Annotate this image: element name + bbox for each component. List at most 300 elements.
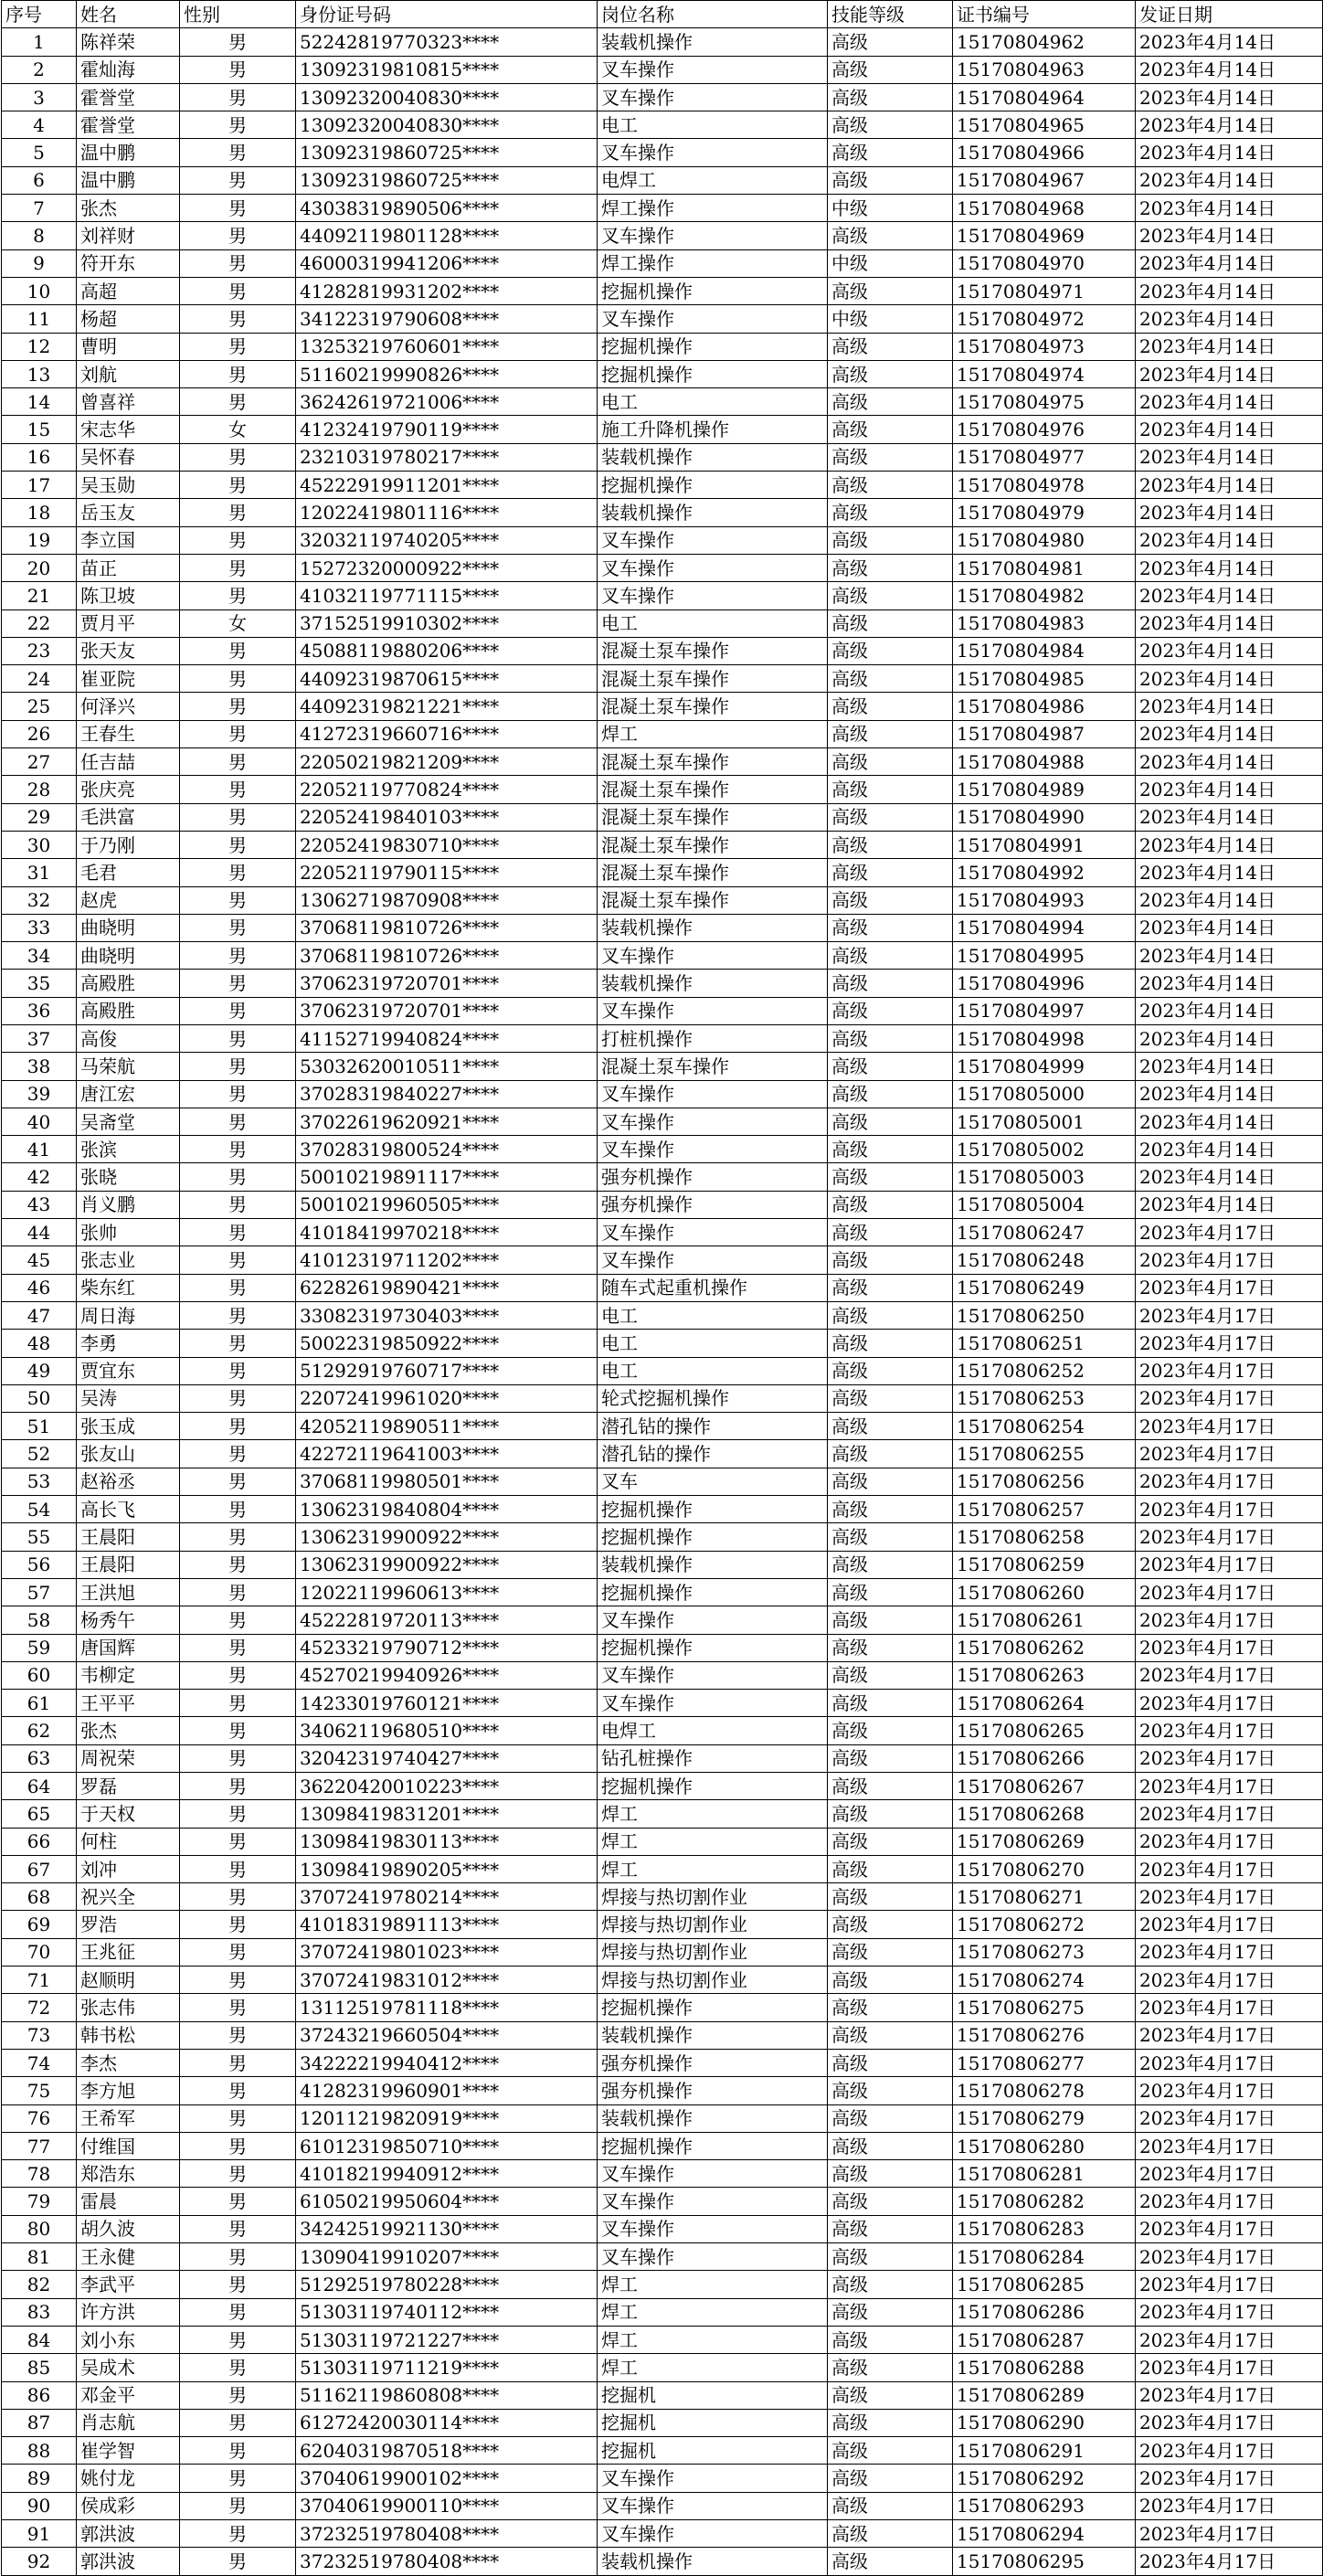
cell-post: 叉车操作 bbox=[598, 2188, 828, 2215]
cell-id-number: 41282319960901**** bbox=[296, 2077, 598, 2104]
cell-name: 李武平 bbox=[77, 2271, 180, 2298]
cell-seq: 81 bbox=[2, 2243, 77, 2271]
cell-seq: 26 bbox=[2, 720, 77, 747]
cell-seq: 9 bbox=[2, 249, 77, 277]
cell-name: 陈卫坡 bbox=[77, 582, 180, 610]
cell-cert-number: 15170806281 bbox=[953, 2160, 1136, 2188]
cell-skill-level: 中级 bbox=[828, 305, 953, 333]
cell-name: 郭洪波 bbox=[77, 2548, 180, 2575]
cell-gender: 男 bbox=[180, 2049, 296, 2076]
cell-name: 周祝荣 bbox=[77, 1744, 180, 1772]
table-row bbox=[2, 2132, 1323, 2159]
table-row bbox=[2, 1606, 1323, 1634]
table-row bbox=[2, 554, 1323, 581]
cell-name: 张志业 bbox=[77, 1246, 180, 1274]
cell-seq: 4 bbox=[2, 111, 77, 139]
cell-name: 霍誉堂 bbox=[77, 111, 180, 139]
cell-id-number: 22050219821209**** bbox=[296, 748, 598, 776]
cell-skill-level: 高级 bbox=[828, 1136, 953, 1163]
cell-seq: 53 bbox=[2, 1468, 77, 1495]
cell-name: 宋志华 bbox=[77, 416, 180, 443]
cell-skill-level: 高级 bbox=[828, 720, 953, 747]
cell-name: 张滨 bbox=[77, 1136, 180, 1163]
cell-seq: 90 bbox=[2, 2492, 77, 2519]
cell-seq: 68 bbox=[2, 1883, 77, 1911]
cell-skill-level: 高级 bbox=[828, 111, 953, 139]
cell-gender: 男 bbox=[180, 1301, 296, 1329]
cell-cert-number: 15170804990 bbox=[953, 803, 1136, 831]
cell-post: 装载机操作 bbox=[598, 443, 828, 471]
cell-issue-date: 2023年4月14日 bbox=[1136, 970, 1323, 997]
cell-issue-date: 2023年4月14日 bbox=[1136, 554, 1323, 581]
cell-post: 叉车操作 bbox=[598, 2243, 828, 2271]
cell-cert-number: 15170806284 bbox=[953, 2243, 1136, 2271]
cell-name: 霍灿海 bbox=[77, 56, 180, 83]
table-row bbox=[2, 748, 1323, 776]
cell-seq: 3 bbox=[2, 83, 77, 111]
cell-name: 吴怀春 bbox=[77, 443, 180, 471]
cell-name: 高殿胜 bbox=[77, 970, 180, 997]
cell-cert-number: 15170806295 bbox=[953, 2548, 1136, 2575]
cell-gender: 男 bbox=[180, 2492, 296, 2519]
cell-id-number: 37232519780408**** bbox=[296, 2548, 598, 2575]
cell-issue-date: 2023年4月14日 bbox=[1136, 637, 1323, 664]
cell-id-number: 13090419910207**** bbox=[296, 2243, 598, 2271]
cell-name: 韩书松 bbox=[77, 2021, 180, 2049]
cell-gender: 男 bbox=[180, 1330, 296, 1357]
cell-issue-date: 2023年4月17日 bbox=[1136, 1855, 1323, 1882]
cell-cert-number: 15170806292 bbox=[953, 2465, 1136, 2492]
cell-gender: 男 bbox=[180, 139, 296, 166]
cell-name: 刘祥财 bbox=[77, 222, 180, 249]
cell-gender: 男 bbox=[180, 1994, 296, 2021]
cell-gender: 男 bbox=[180, 1246, 296, 1274]
cell-id-number: 37152519910302**** bbox=[296, 610, 598, 637]
cell-name: 祝兴全 bbox=[77, 1883, 180, 1911]
cell-skill-level: 高级 bbox=[828, 222, 953, 249]
cell-gender: 男 bbox=[180, 831, 296, 858]
cell-issue-date: 2023年4月17日 bbox=[1136, 2354, 1323, 2381]
cell-id-number: 22052119770824**** bbox=[296, 776, 598, 803]
cell-name: 毛洪富 bbox=[77, 803, 180, 831]
cell-issue-date: 2023年4月14日 bbox=[1136, 388, 1323, 416]
cell-cert-number: 15170806294 bbox=[953, 2520, 1136, 2548]
cell-post: 叉车操作 bbox=[598, 83, 828, 111]
cell-skill-level: 高级 bbox=[828, 1744, 953, 1772]
cell-id-number: 14233019760121**** bbox=[296, 1690, 598, 1717]
cell-seq: 15 bbox=[2, 416, 77, 443]
table-row bbox=[2, 83, 1323, 111]
cell-cert-number: 15170806250 bbox=[953, 1301, 1136, 1329]
cell-seq: 36 bbox=[2, 997, 77, 1024]
cell-cert-number: 15170804968 bbox=[953, 195, 1136, 222]
cell-post: 叉车操作 bbox=[598, 2492, 828, 2519]
cell-issue-date: 2023年4月14日 bbox=[1136, 195, 1323, 222]
cell-seq: 62 bbox=[2, 1717, 77, 1744]
cell-post: 叉车操作 bbox=[598, 56, 828, 83]
header-name: 姓名 bbox=[77, 1, 180, 28]
cell-post: 挖掘机操作 bbox=[598, 1523, 828, 1551]
cell-seq: 49 bbox=[2, 1357, 77, 1384]
cell-gender: 男 bbox=[180, 472, 296, 499]
cell-post: 叉车操作 bbox=[598, 2520, 828, 2548]
cell-issue-date: 2023年4月14日 bbox=[1136, 1053, 1323, 1080]
cell-seq: 27 bbox=[2, 748, 77, 776]
cell-skill-level: 高级 bbox=[828, 1357, 953, 1384]
cell-seq: 63 bbox=[2, 1744, 77, 1772]
cell-id-number: 32042319740427**** bbox=[296, 1744, 598, 1772]
cell-post: 叉车 bbox=[598, 1468, 828, 1495]
cell-seq: 72 bbox=[2, 1994, 77, 2021]
cell-seq: 48 bbox=[2, 1330, 77, 1357]
table-row bbox=[2, 166, 1323, 194]
cell-seq: 88 bbox=[2, 2437, 77, 2465]
cell-post: 叉车操作 bbox=[598, 222, 828, 249]
cell-post: 叉车操作 bbox=[598, 1108, 828, 1135]
table-row bbox=[2, 305, 1323, 333]
cell-issue-date: 2023年4月17日 bbox=[1136, 2160, 1323, 2188]
cell-post: 焊工 bbox=[598, 1855, 828, 1882]
cell-gender: 男 bbox=[180, 1661, 296, 1689]
cell-post: 电工 bbox=[598, 111, 828, 139]
cell-skill-level: 高级 bbox=[828, 942, 953, 970]
cell-gender: 男 bbox=[180, 1274, 296, 1301]
cell-seq: 55 bbox=[2, 1523, 77, 1551]
cell-id-number: 13098419830113**** bbox=[296, 1828, 598, 1855]
cell-seq: 73 bbox=[2, 2021, 77, 2049]
cell-cert-number: 15170804962 bbox=[953, 28, 1136, 56]
cell-gender: 男 bbox=[180, 2437, 296, 2465]
cell-gender: 男 bbox=[180, 997, 296, 1024]
table-row bbox=[2, 1578, 1323, 1606]
cell-cert-number: 15170806265 bbox=[953, 1717, 1136, 1744]
cell-gender: 男 bbox=[180, 1191, 296, 1218]
table-row bbox=[2, 1330, 1323, 1357]
cell-name: 符开东 bbox=[77, 249, 180, 277]
cell-issue-date: 2023年4月17日 bbox=[1136, 1606, 1323, 1634]
cell-gender: 男 bbox=[180, 1855, 296, 1882]
cell-cert-number: 15170806271 bbox=[953, 1883, 1136, 1911]
cell-cert-number: 15170806258 bbox=[953, 1523, 1136, 1551]
table-row bbox=[2, 2077, 1323, 2104]
cell-id-number: 13062319840804**** bbox=[296, 1496, 598, 1523]
cell-cert-number: 15170806264 bbox=[953, 1690, 1136, 1717]
cell-seq: 12 bbox=[2, 333, 77, 360]
cell-cert-number: 15170806253 bbox=[953, 1384, 1136, 1412]
table-row bbox=[2, 56, 1323, 83]
header-issue-date: 发证日期 bbox=[1136, 1, 1323, 28]
cell-issue-date: 2023年4月17日 bbox=[1136, 1246, 1323, 1274]
cell-issue-date: 2023年4月17日 bbox=[1136, 2215, 1323, 2242]
cell-id-number: 13062319900922**** bbox=[296, 1551, 598, 1578]
cell-gender: 男 bbox=[180, 2104, 296, 2132]
cell-skill-level: 高级 bbox=[828, 1690, 953, 1717]
table-row bbox=[2, 333, 1323, 360]
cell-name: 崔亚院 bbox=[77, 665, 180, 693]
cell-cert-number: 15170806248 bbox=[953, 1246, 1136, 1274]
cell-name: 崔学智 bbox=[77, 2437, 180, 2465]
table-row bbox=[2, 1384, 1323, 1412]
cell-name: 贾月平 bbox=[77, 610, 180, 637]
table-row bbox=[2, 2492, 1323, 2519]
cell-name: 吴涛 bbox=[77, 1384, 180, 1412]
cell-id-number: 34122319790608**** bbox=[296, 305, 598, 333]
cell-seq: 31 bbox=[2, 859, 77, 886]
cell-skill-level: 高级 bbox=[828, 554, 953, 581]
cell-name: 曹明 bbox=[77, 333, 180, 360]
table-row bbox=[2, 2298, 1323, 2326]
cell-issue-date: 2023年4月17日 bbox=[1136, 1357, 1323, 1384]
cell-post: 打桩机操作 bbox=[598, 1024, 828, 1052]
cell-name: 陈祥荣 bbox=[77, 28, 180, 56]
cell-cert-number: 15170806270 bbox=[953, 1855, 1136, 1882]
cell-post: 强夯机操作 bbox=[598, 2049, 828, 2076]
cell-gender: 男 bbox=[180, 748, 296, 776]
cell-post: 混凝土泵车操作 bbox=[598, 665, 828, 693]
cell-issue-date: 2023年4月17日 bbox=[1136, 1634, 1323, 1661]
table-row bbox=[2, 1828, 1323, 1855]
cell-skill-level: 高级 bbox=[828, 859, 953, 886]
cell-cert-number: 15170804996 bbox=[953, 970, 1136, 997]
cell-cert-number: 15170806267 bbox=[953, 1773, 1136, 1800]
cell-cert-number: 15170806286 bbox=[953, 2298, 1136, 2326]
cell-id-number: 13098419831201**** bbox=[296, 1800, 598, 1828]
cell-name: 郭洪波 bbox=[77, 2520, 180, 2548]
cell-skill-level: 高级 bbox=[828, 2049, 953, 2076]
cell-cert-number: 15170804995 bbox=[953, 942, 1136, 970]
cell-id-number: 37022619620921**** bbox=[296, 1108, 598, 1135]
cell-seq: 8 bbox=[2, 222, 77, 249]
cell-cert-number: 15170804978 bbox=[953, 472, 1136, 499]
cell-id-number: 45270219940926**** bbox=[296, 1661, 598, 1689]
table-row bbox=[2, 1301, 1323, 1329]
cell-cert-number: 15170806252 bbox=[953, 1357, 1136, 1384]
table-row bbox=[2, 2326, 1323, 2353]
cell-issue-date: 2023年4月14日 bbox=[1136, 472, 1323, 499]
cell-name: 李立国 bbox=[77, 526, 180, 554]
cell-id-number: 41018219940912**** bbox=[296, 2160, 598, 2188]
cell-gender: 男 bbox=[180, 2354, 296, 2381]
cell-gender: 男 bbox=[180, 720, 296, 747]
cell-issue-date: 2023年4月17日 bbox=[1136, 2049, 1323, 2076]
cell-issue-date: 2023年4月14日 bbox=[1136, 582, 1323, 610]
table-row bbox=[2, 2104, 1323, 2132]
cell-id-number: 13092320040830**** bbox=[296, 111, 598, 139]
cell-skill-level: 高级 bbox=[828, 443, 953, 471]
cell-issue-date: 2023年4月17日 bbox=[1136, 1938, 1323, 1966]
table-row bbox=[2, 2409, 1323, 2436]
cell-seq: 37 bbox=[2, 1024, 77, 1052]
table-row bbox=[2, 2548, 1323, 2575]
cell-post: 装载机操作 bbox=[598, 2548, 828, 2575]
table-row bbox=[2, 1080, 1323, 1108]
cell-cert-number: 15170806278 bbox=[953, 2077, 1136, 2104]
cell-seq: 67 bbox=[2, 1855, 77, 1882]
cell-gender: 男 bbox=[180, 1496, 296, 1523]
cell-seq: 42 bbox=[2, 1163, 77, 1191]
cell-skill-level: 高级 bbox=[828, 2409, 953, 2436]
cell-cert-number: 15170804981 bbox=[953, 554, 1136, 581]
cell-cert-number: 15170804973 bbox=[953, 333, 1136, 360]
cell-gender: 男 bbox=[180, 526, 296, 554]
cell-skill-level: 高级 bbox=[828, 831, 953, 858]
cell-gender: 男 bbox=[180, 1606, 296, 1634]
cell-issue-date: 2023年4月14日 bbox=[1136, 249, 1323, 277]
cell-seq: 82 bbox=[2, 2271, 77, 2298]
cell-id-number: 37068119810726**** bbox=[296, 914, 598, 941]
cell-seq: 78 bbox=[2, 2160, 77, 2188]
cell-issue-date: 2023年4月17日 bbox=[1136, 1440, 1323, 1468]
table-row bbox=[2, 111, 1323, 139]
cell-name: 霍誉堂 bbox=[77, 83, 180, 111]
cell-cert-number: 15170804969 bbox=[953, 222, 1136, 249]
cell-cert-number: 15170805003 bbox=[953, 1163, 1136, 1191]
cell-gender: 男 bbox=[180, 1136, 296, 1163]
table-row bbox=[2, 499, 1323, 526]
certificate-table bbox=[1, 0, 1323, 2576]
cell-name: 韦柳定 bbox=[77, 1661, 180, 1689]
table-body bbox=[2, 28, 1323, 2575]
cell-post: 叉车操作 bbox=[598, 582, 828, 610]
cell-seq: 56 bbox=[2, 1551, 77, 1578]
cell-seq: 35 bbox=[2, 970, 77, 997]
cell-cert-number: 15170806287 bbox=[953, 2326, 1136, 2353]
table-row bbox=[2, 776, 1323, 803]
cell-post: 叉车操作 bbox=[598, 997, 828, 1024]
cell-gender: 男 bbox=[180, 1024, 296, 1052]
cell-seq: 71 bbox=[2, 1966, 77, 1994]
cell-id-number: 37068119810726**** bbox=[296, 942, 598, 970]
cell-seq: 74 bbox=[2, 2049, 77, 2076]
cell-name: 于天权 bbox=[77, 1800, 180, 1828]
cell-skill-level: 高级 bbox=[828, 1163, 953, 1191]
cell-cert-number: 15170805004 bbox=[953, 1191, 1136, 1218]
cell-seq: 11 bbox=[2, 305, 77, 333]
cell-name: 何柱 bbox=[77, 1828, 180, 1855]
cell-name: 张友山 bbox=[77, 1440, 180, 1468]
cell-skill-level: 高级 bbox=[828, 1496, 953, 1523]
cell-issue-date: 2023年4月14日 bbox=[1136, 886, 1323, 914]
cell-cert-number: 15170806269 bbox=[953, 1828, 1136, 1855]
cell-post: 焊工 bbox=[598, 2354, 828, 2381]
cell-cert-number: 15170804988 bbox=[953, 748, 1136, 776]
cell-id-number: 44092119801128**** bbox=[296, 222, 598, 249]
cell-skill-level: 高级 bbox=[828, 2465, 953, 2492]
cell-gender: 男 bbox=[180, 1773, 296, 1800]
cell-issue-date: 2023年4月17日 bbox=[1136, 2381, 1323, 2409]
cell-id-number: 42272119641003**** bbox=[296, 1440, 598, 1468]
cell-gender: 男 bbox=[180, 665, 296, 693]
table-row bbox=[2, 1690, 1323, 1717]
cell-skill-level: 高级 bbox=[828, 1855, 953, 1882]
cell-issue-date: 2023年4月14日 bbox=[1136, 277, 1323, 304]
table-row bbox=[2, 942, 1323, 970]
table-row bbox=[2, 831, 1323, 858]
cell-issue-date: 2023年4月17日 bbox=[1136, 1330, 1323, 1357]
cell-id-number: 45222819720113**** bbox=[296, 1606, 598, 1634]
cell-skill-level: 高级 bbox=[828, 776, 953, 803]
cell-cert-number: 15170806247 bbox=[953, 1219, 1136, 1246]
cell-issue-date: 2023年4月17日 bbox=[1136, 2492, 1323, 2519]
cell-seq: 5 bbox=[2, 139, 77, 166]
cell-issue-date: 2023年4月17日 bbox=[1136, 2243, 1323, 2271]
cell-cert-number: 15170804965 bbox=[953, 111, 1136, 139]
cell-post: 潜孔钻的操作 bbox=[598, 1440, 828, 1468]
cell-name: 张天友 bbox=[77, 637, 180, 664]
cell-cert-number: 15170806256 bbox=[953, 1468, 1136, 1495]
cell-id-number: 13092319810815**** bbox=[296, 56, 598, 83]
table-row bbox=[2, 1219, 1323, 1246]
table-row bbox=[2, 1661, 1323, 1689]
table-row bbox=[2, 2381, 1323, 2409]
cell-post: 电焊工 bbox=[598, 1717, 828, 1744]
cell-post: 混凝土泵车操作 bbox=[598, 637, 828, 664]
cell-cert-number: 15170806280 bbox=[953, 2132, 1136, 2159]
cell-name: 罗浩 bbox=[77, 1911, 180, 1938]
cell-name: 张玉成 bbox=[77, 1413, 180, 1440]
cell-skill-level: 高级 bbox=[828, 1911, 953, 1938]
cell-name: 苗正 bbox=[77, 554, 180, 581]
cell-skill-level: 高级 bbox=[828, 2326, 953, 2353]
cell-skill-level: 高级 bbox=[828, 2520, 953, 2548]
table-row bbox=[2, 1191, 1323, 1218]
cell-cert-number: 15170806255 bbox=[953, 1440, 1136, 1468]
table-row bbox=[2, 720, 1323, 747]
table-row bbox=[2, 2160, 1323, 2188]
table-row bbox=[2, 665, 1323, 693]
cell-id-number: 51303119740112**** bbox=[296, 2298, 598, 2326]
cell-id-number: 37072419831012**** bbox=[296, 1966, 598, 1994]
header-post: 岗位名称 bbox=[598, 1, 828, 28]
cell-issue-date: 2023年4月14日 bbox=[1136, 499, 1323, 526]
cell-gender: 男 bbox=[180, 1163, 296, 1191]
cell-id-number: 13062319900922**** bbox=[296, 1523, 598, 1551]
cell-gender: 男 bbox=[180, 1966, 296, 1994]
cell-issue-date: 2023年4月14日 bbox=[1136, 222, 1323, 249]
table-row bbox=[2, 859, 1323, 886]
cell-issue-date: 2023年4月17日 bbox=[1136, 2409, 1323, 2436]
cell-post: 挖掘机操作 bbox=[598, 2132, 828, 2159]
cell-name: 曲晓明 bbox=[77, 914, 180, 941]
table-row bbox=[2, 1440, 1323, 1468]
cell-issue-date: 2023年4月17日 bbox=[1136, 2077, 1323, 2104]
table-row bbox=[2, 1468, 1323, 1495]
cell-name: 高超 bbox=[77, 277, 180, 304]
cell-skill-level: 高级 bbox=[828, 1523, 953, 1551]
table-row bbox=[2, 1053, 1323, 1080]
cell-gender: 男 bbox=[180, 56, 296, 83]
cell-gender: 男 bbox=[180, 914, 296, 941]
cell-post: 装载机操作 bbox=[598, 499, 828, 526]
cell-id-number: 52242819770323**** bbox=[296, 28, 598, 56]
cell-id-number: 22072419961020**** bbox=[296, 1384, 598, 1412]
cell-cert-number: 15170806254 bbox=[953, 1413, 1136, 1440]
cell-cert-number: 15170806288 bbox=[953, 2354, 1136, 2381]
cell-cert-number: 15170804982 bbox=[953, 582, 1136, 610]
cell-issue-date: 2023年4月17日 bbox=[1136, 2188, 1323, 2215]
cell-seq: 23 bbox=[2, 637, 77, 664]
cell-seq: 43 bbox=[2, 1191, 77, 1218]
cell-id-number: 13092319860725**** bbox=[296, 166, 598, 194]
cell-cert-number: 15170806273 bbox=[953, 1938, 1136, 1966]
cell-skill-level: 高级 bbox=[828, 693, 953, 720]
cell-post: 电工 bbox=[598, 388, 828, 416]
cell-gender: 男 bbox=[180, 776, 296, 803]
cell-post: 强夯机操作 bbox=[598, 1191, 828, 1218]
cell-issue-date: 2023年4月14日 bbox=[1136, 28, 1323, 56]
cell-name: 杨秀午 bbox=[77, 1606, 180, 1634]
cell-seq: 84 bbox=[2, 2326, 77, 2353]
